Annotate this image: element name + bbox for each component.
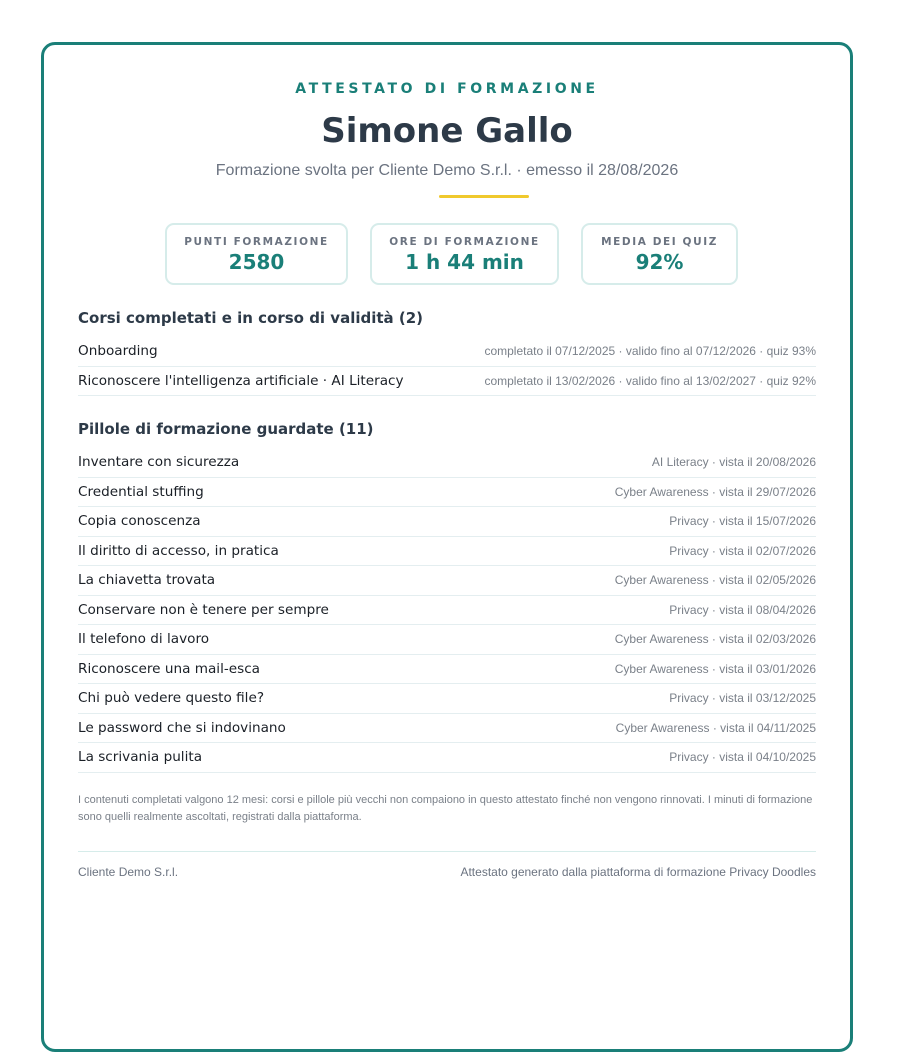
- list-item: [78, 478, 816, 508]
- pill-meta: AI Literacy · vista il 20/08/2026: [651, 455, 816, 470]
- list-item: [78, 537, 816, 567]
- pill-meta: Privacy · vista il 02/07/2026: [669, 543, 816, 558]
- course-meta: completato il 07/12/2025 · valido fino al 07/12/2026 · quiz 93%: [484, 344, 816, 359]
- pill-title: Credential stuffing: [78, 483, 204, 500]
- list-item: [78, 596, 816, 626]
- stat-training-points: [165, 223, 348, 285]
- course-title: Onboarding: [78, 343, 158, 360]
- pill-meta: Privacy · vista il 04/10/2025: [669, 750, 816, 765]
- pills-list: [78, 448, 816, 773]
- stat-value: 1 h 44 min: [405, 250, 524, 274]
- list-item: [78, 448, 816, 478]
- list-item: [78, 337, 816, 367]
- pill-meta: Cyber Awareness · vista il 02/03/2026: [614, 632, 816, 647]
- list-item: [78, 367, 816, 397]
- pill-title: Inventare con sicurezza: [78, 454, 240, 471]
- stat-label: PUNTI FORMAZIONE: [184, 236, 329, 248]
- list-item: [78, 625, 816, 655]
- footer-company: Cliente Demo S.r.l.: [78, 865, 179, 879]
- pill-title: La chiavetta trovata: [78, 572, 216, 589]
- pill-meta: Cyber Awareness · vista il 04/11/2025: [615, 720, 816, 735]
- list-item: [78, 743, 816, 773]
- pill-meta: Privacy · vista il 08/04/2026: [669, 602, 816, 617]
- footer-divider: [78, 851, 816, 852]
- pills-section-title: Pillole di formazione guardate (11): [78, 420, 374, 438]
- list-item: [78, 507, 816, 537]
- pill-meta: Privacy · vista il 03/12/2025: [669, 691, 816, 706]
- pill-meta: Cyber Awareness · vista il 29/07/2026: [614, 484, 816, 499]
- course-meta: completato il 13/02/2026 · valido fino al 13/02/2027 · quiz 92%: [484, 373, 816, 388]
- pill-title: La scrivania pulita: [78, 749, 203, 766]
- list-item: [78, 655, 816, 685]
- courses-list: [78, 337, 816, 396]
- validity-note: I contenuti completati valgono 12 mesi: corsi e pillole più vecchi non compaiono in questo attestato finché non vengono rinnovati. I minuti di formazione sono quelli realmente ascoltati, registrati dalla piattaforma.: [78, 794, 813, 823]
- stat-value: 2580: [228, 250, 285, 274]
- pill-title: Il diritto di accesso, in pratica: [78, 542, 279, 559]
- pill-title: Il telefono di lavoro: [78, 631, 210, 648]
- stat-label: MEDIA DEI QUIZ: [601, 236, 718, 248]
- course-title: Riconoscere l'intelligenza artificiale · AI Literacy: [78, 372, 404, 389]
- pill-title: Conservare non è tenere per sempre: [78, 601, 329, 618]
- pill-title: Copia conoscenza: [78, 513, 201, 530]
- pill-meta: Privacy · vista il 15/07/2026: [669, 514, 816, 529]
- certificate-card: [41, 42, 853, 1052]
- pill-meta: Cyber Awareness · vista il 02/05/2026: [614, 573, 816, 588]
- stat-label: ORE DI FORMAZIONE: [389, 236, 540, 248]
- pill-title: Riconoscere una mail-esca: [78, 660, 261, 677]
- list-item: [78, 684, 816, 714]
- pill-title: Le password che si indovinano: [78, 719, 286, 736]
- list-item: [78, 566, 816, 596]
- pill-title: Chi può vedere questo file?: [78, 690, 265, 707]
- pill-meta: Cyber Awareness · vista il 03/01/2026: [614, 661, 816, 676]
- footer-generator: Attestato generato dalla piattaforma di formazione Privacy Doodles: [460, 865, 816, 879]
- courses-section-title: Corsi completati e in corso di validità (2): [78, 309, 424, 327]
- recipient-name: Simone Gallo: [321, 111, 573, 151]
- list-item: [78, 714, 816, 744]
- certificate-subtitle: Formazione svolta per Cliente Demo S.r.l. · emesso il 28/08/2026: [215, 162, 679, 179]
- stat-value: 92%: [635, 250, 684, 274]
- stat-quiz-average: [581, 223, 738, 285]
- stat-training-hours: [370, 223, 559, 285]
- certificate-kicker: ATTESTATO DI FORMAZIONE: [295, 81, 599, 97]
- title-divider: [439, 195, 529, 198]
